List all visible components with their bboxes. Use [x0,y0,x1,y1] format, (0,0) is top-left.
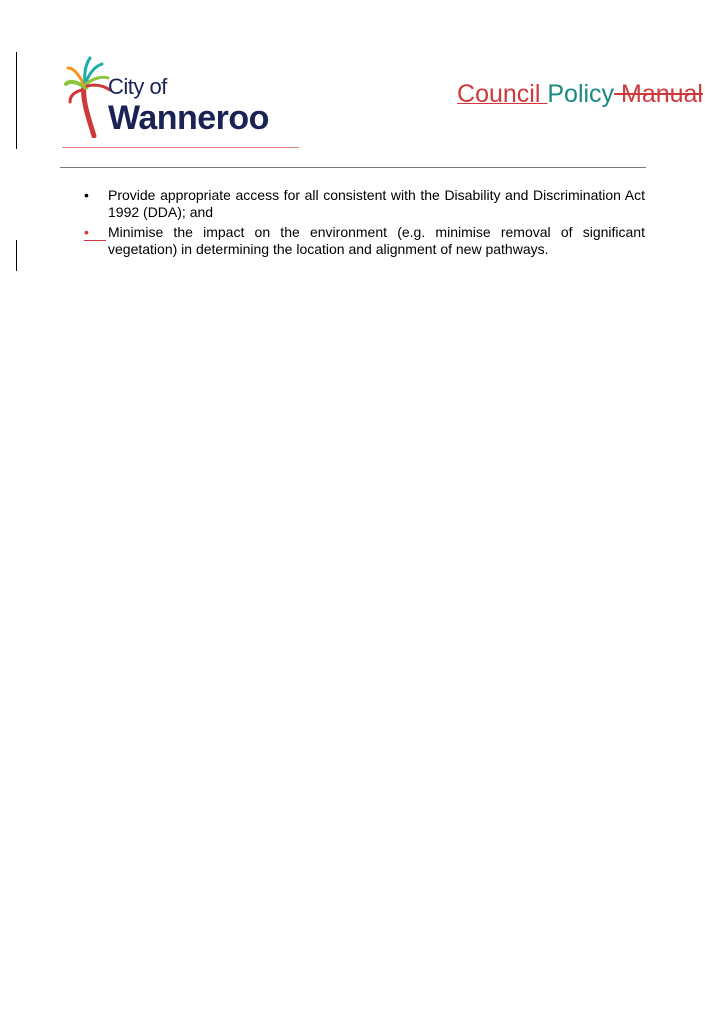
logo-city-of-text: City of [108,74,167,99]
change-bar [16,240,17,271]
change-bar [16,52,17,149]
list-item [80,224,645,258]
bullet-icon: • [84,187,89,203]
deleted-text: Manual [614,80,703,108]
list-item-line: vegetation) in determining the location and alignment of new pathways. [108,241,549,257]
logo-wanneroo-text: Wanneroo [108,99,269,137]
bullet-list [80,187,645,261]
bullet-icon: • [84,224,106,241]
city-of-wanneroo-logo [60,52,300,142]
list-item [80,187,645,221]
inserted-text: Council [457,80,548,108]
kept-text: Policy [547,80,615,108]
list-item-line: Minimise the impact on the environment (e.g. minimise removal of significant [108,224,645,240]
list-item-line: 1992 (DDA); and [108,204,214,220]
header-divider [60,167,646,168]
header-title [457,80,703,109]
list-item-line: Provide appropriate access for all consistent with the Disability and Discrimination Act [108,187,645,203]
logo-underline [62,147,299,148]
